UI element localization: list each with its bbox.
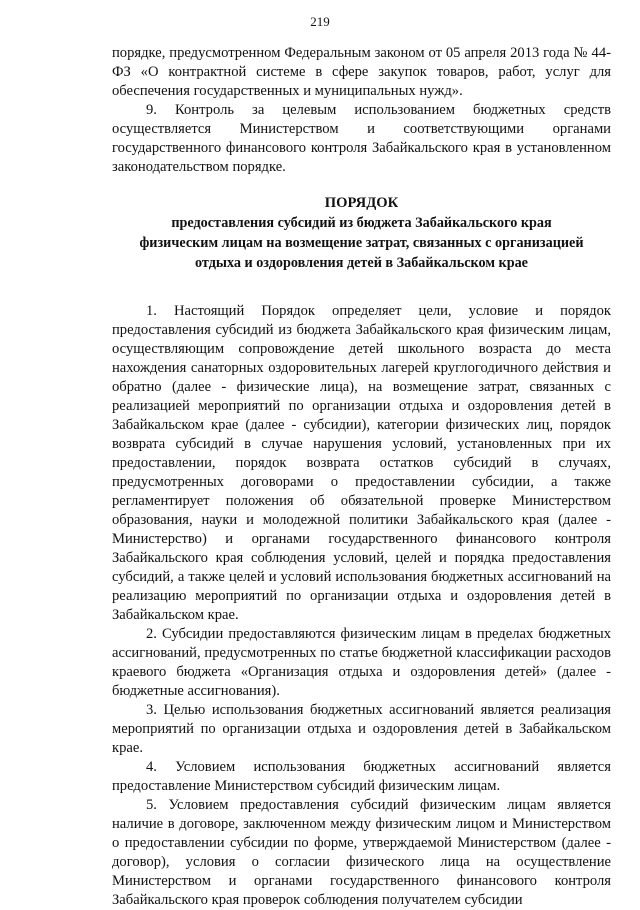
preamble-paragraph-9: 9. Контроль за целевым использованием бюджетных средств осуществляется Министерством и соответствующими органами государственного финансового контроля Забайкальского края в установленном законодательством порядке. bbox=[112, 102, 611, 175]
document-subtitle-line-3: отдыха и оздоровления детей в Забайкальском крае bbox=[195, 255, 528, 271]
body-paragraph-4: 4. Условием использования бюджетных ассигнований является предоставление Министерством субсидий физическим лицам. bbox=[112, 759, 611, 794]
document-title-block bbox=[112, 194, 611, 273]
page-number: 219 bbox=[310, 14, 330, 29]
document-content bbox=[112, 44, 611, 910]
document-body bbox=[112, 302, 611, 910]
body-paragraph-5: 5. Условием предоставления субсидий физическим лицам является наличие в договоре, заключенном между физическим лицом и Министерством о предоставлении субсидии по форме, утверждаемой Министерством (далее - договор), условия о согласии физического лица на осуществление Министерством и органами государственного финансового контроля Забайкальского края проверок соблюдения получателем субсидии bbox=[112, 797, 611, 908]
document-subtitle-line-1: предоставления субсидий из бюджета Забайкальского края bbox=[171, 215, 552, 231]
body-paragraph-3: 3. Целью использования бюджетных ассигнований является реализация мероприятий по организации отдыха и оздоровления детей в Забайкальском крае. bbox=[112, 702, 611, 756]
body-paragraph-2: 2. Субсидии предоставляются физическим лицам в пределах бюджетных ассигнований, предусмотренных по статье бюджетной классификации расходов краевого бюджета «Организация отдыха и оздоровления детей» (далее - бюджетные ассигнования). bbox=[112, 626, 611, 699]
document-title: ПОРЯДОК bbox=[324, 195, 399, 211]
preamble-paragraph-continuation: порядке, предусмотренном Федеральным законом от 05 апреля 2013 года № 44-ФЗ «О контрактной системе в сфере закупок товаров, работ, услуг для обеспечения государственных и муниципальных нужд». bbox=[112, 45, 611, 99]
body-paragraph-1: 1. Настоящий Порядок определяет цели, условие и порядок предоставления субсидий из бюджета Забайкальского края физическим лицам, осуществляющим сопровождение детей школьного возраста до места нахождения санаторных оздоровительных лагерей круглогодичного действия и обратно (далее - физические лица), на возмещение затрат, связанных с реализацией мероприятий по организации отдыха и оздоровления детей в Забайкальском крае (далее - субсидии), категории физических лиц, порядок возврата субсидий в случае нарушения условий, установленных при их предоставлении, порядок возврата остатков субсидий в случаях, предусмотренных договорами о предоставлении субсидии, а также регламентирует положения об обязательной проверке Министерством образования, науки и молодежной политики Забайкальского края (далее - Министерство) и органами государственного финансового контроля Забайкальского края соблюдения условий, целей и порядка предоставления субсидий, а также целей и условий использования бюджетных ассигнований на реализацию мероприятий по организации отдыха и оздоровления детей в Забайкальском крае. bbox=[112, 303, 611, 623]
document-subtitle-line-2: физическим лицам на возмещение затрат, связанных с организацией bbox=[139, 235, 584, 251]
